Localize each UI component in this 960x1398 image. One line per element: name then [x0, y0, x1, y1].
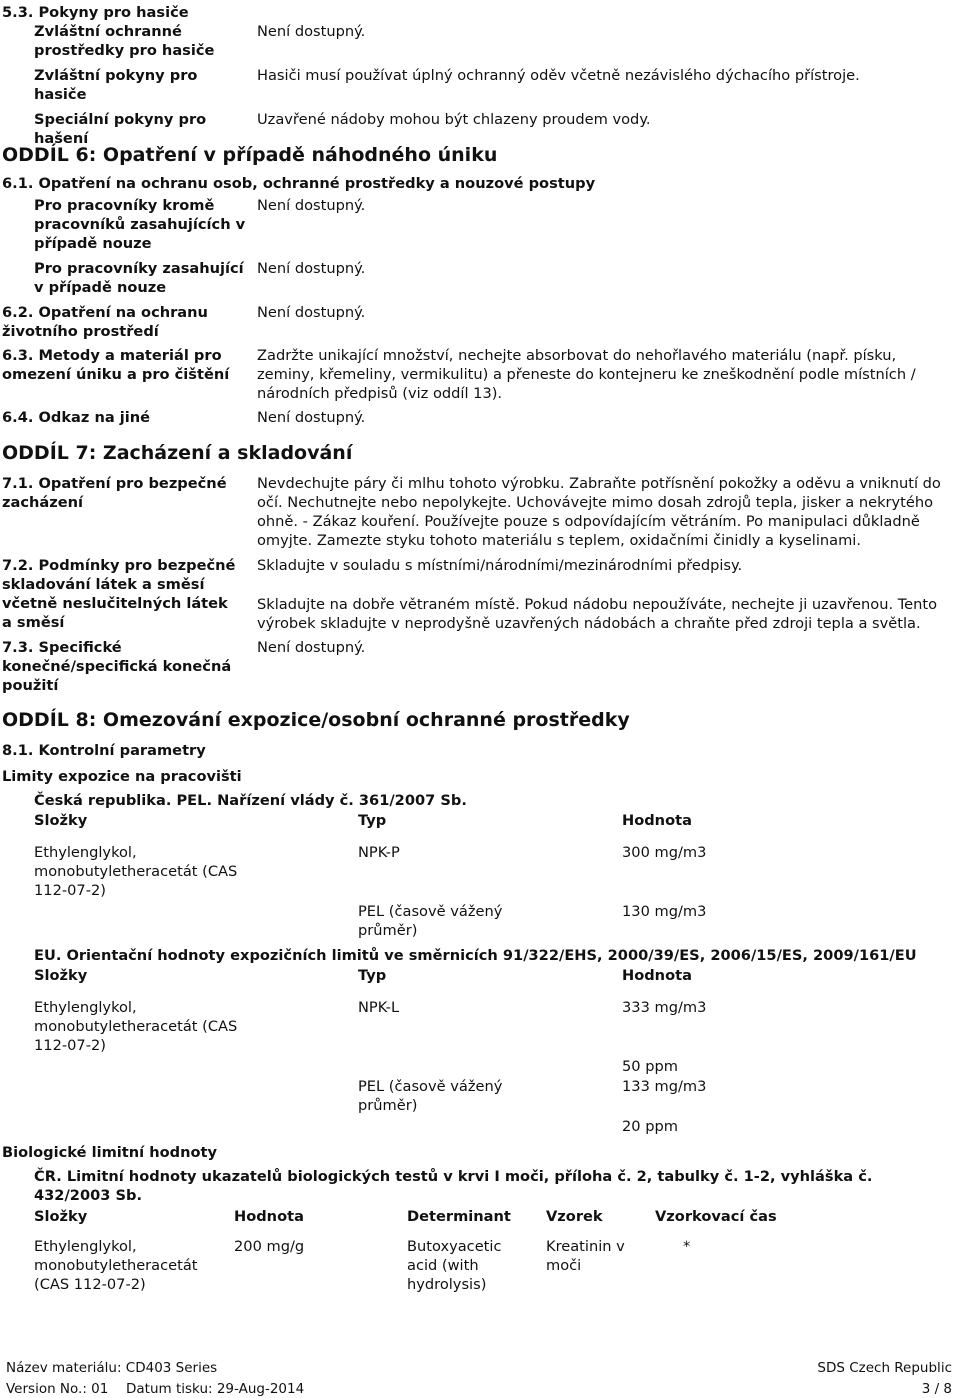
label-6-3: 6.3. Metody a materiál pro omezení úniku a pro čištění [2, 347, 230, 383]
bio-determinant: Butoxyacetic acid (with hydrolysis) [407, 1238, 502, 1293]
cz-header-type: Typ [358, 812, 387, 829]
label-firefighter-instructions: Zvláštní pokyny pro hasiče [34, 67, 198, 103]
eu-header-type: Typ [358, 967, 387, 984]
footer-sds: SDS Czech Republic [817, 1360, 952, 1376]
footer-date: Datum tisku: 29-Aug-2014 [126, 1381, 305, 1397]
label-non-emergency: Pro pracovníky kromě pracovníků zasahujících v případě nouze [34, 197, 246, 252]
bio-subtitle: ČR. Limitní hodnoty ukazatelů biologických testů v krvi I moči, příloha č. 2, tabulky č. 1-2, vyhláška č. 432/2003 Sb. [34, 1168, 873, 1204]
cz-type-1: NPK-P [358, 844, 400, 861]
bio-title: Biologické limitní hodnoty [2, 1144, 218, 1161]
bio-time: * [683, 1238, 691, 1255]
section-8-heading: ODDÍL 8: Omezování expozice/osobní ochranné prostředky [2, 709, 630, 731]
value-protective-equipment: Není dostupný. [257, 23, 366, 40]
cz-value-2: 130 mg/m3 [622, 903, 707, 920]
eu-type-1: NPK-L [358, 999, 400, 1016]
eu-value-1: 333 mg/m3 [622, 999, 707, 1016]
value-6-2: Není dostupný. [257, 304, 366, 321]
eu-type-2: PEL (časově vážený průměr) [358, 1078, 503, 1114]
label-emergency-responders: Pro pracovníky zasahující v případě nouze [34, 260, 244, 296]
label-6-2: 6.2. Opatření na ochranu životního prostředí [2, 304, 208, 340]
eu-value-2: 133 mg/m3 [622, 1078, 707, 1095]
bio-header-determinant: Determinant [407, 1208, 511, 1225]
label-protective-equipment: Zvláštní ochranné prostředky pro hasiče [34, 23, 215, 59]
bio-component: Ethylenglykol, monobutyletheracetát (CAS 112-07-2) [34, 1238, 198, 1293]
cz-header-component: Složky [34, 812, 88, 829]
section-6-1-heading: 6.1. Opatření na ochranu osob, ochranné prostředky a nouzové postupy [2, 175, 596, 192]
eu-component: Ethylenglykol, monobutyletheracetát (CAS 112-07-2) [34, 999, 238, 1054]
value-7-1: Nevdechujte páry či mlhu tohoto výrobku. Zabraňte potřísnění pokožky a oděvu a vniknutí do očí. Nechutnejte nebo nepolykejte. Uchovávejte mimo dosah zdrojů tepla, jisker a nekrytého ohně. - Zákaz kouření. Používejte pouze s odpovídajícím větráním. Po manipulaci důkladně omyjte. Zamezte styku tohoto materiálu s teplem, oxidačními činidly a kyselinami. [257, 475, 941, 549]
value-7-2b: Skladujte na dobře větraném místě. Pokud nádobu nepoužíváte, nechejte ji uzavřenou. Tento výrobek skladujte v neprodyšně uzavřených nádobách a chraňte před zdroji tepla a světla. [257, 596, 938, 632]
value-non-emergency: Není dostupný. [257, 197, 366, 214]
cz-table-title: Česká republika. PEL. Nařízení vlády č. 361/2007 Sb. [34, 792, 467, 809]
eu-table-title: EU. Orientační hodnoty expozičních limitů ve směrnicích 91/322/EHS, 2000/39/ES, 2006/15/ES, 2009/161/EU [34, 947, 917, 964]
cz-header-value: Hodnota [622, 812, 692, 829]
bio-header-value: Hodnota [234, 1208, 304, 1225]
bio-header-time: Vzorkovací čas [655, 1208, 777, 1225]
bio-header-sample: Vzorek [546, 1208, 603, 1225]
cz-type-2: PEL (časově vážený průměr) [358, 903, 503, 939]
footer-version: Version No.: 01 [6, 1381, 109, 1397]
limits-title: Limity expozice na pracovišti [2, 768, 242, 785]
section-7-heading: ODDÍL 7: Zacházení a skladování [2, 442, 353, 464]
eu-header-value: Hodnota [622, 967, 692, 984]
footer-material: Název materiálu: CD403 Series [6, 1360, 218, 1376]
value-6-3: Zadržte unikající množství, nechejte absorbovat do nehořlavého materiálu (např. písku, zeminy, křemeliny, vermikulitu) a přeneste do kontejneru ke zneškodnění podle místních / národních předpisů (viz oddíl 13). [257, 347, 916, 402]
bio-header-component: Složky [34, 1208, 88, 1225]
bio-value: 200 mg/g [234, 1238, 305, 1255]
label-6-4: 6.4. Odkaz na jiné [2, 409, 151, 426]
eu-header-component: Složky [34, 967, 88, 984]
section-8-1-heading: 8.1. Kontrolní parametry [2, 742, 206, 759]
value-emergency-responders: Není dostupný. [257, 260, 366, 277]
cz-component: Ethylenglykol, monobutyletheracetát (CAS 112-07-2) [34, 844, 238, 899]
label-7-1: 7.1. Opatření pro bezpečné zacházení [2, 475, 227, 511]
value-6-4: Není dostupný. [257, 409, 366, 426]
label-extinguishing: Speciální pokyny pro hašení [34, 111, 207, 147]
section-6-heading: ODDÍL 6: Opatření v případě náhodného úniku [2, 144, 498, 166]
eu-value-2b: 20 ppm [622, 1118, 678, 1135]
value-7-2a: Skladujte v souladu s místními/národními/mezinárodními předpisy. [257, 557, 743, 574]
label-7-3: 7.3. Specifické konečné/specifická konečná použití [2, 639, 232, 694]
eu-value-1b: 50 ppm [622, 1058, 678, 1075]
cz-value-1: 300 mg/m3 [622, 844, 707, 861]
value-extinguishing: Uzavřené nádoby mohou být chlazeny proudem vody. [257, 111, 651, 128]
value-7-3: Není dostupný. [257, 639, 366, 656]
label-7-2: 7.2. Podmínky pro bezpečné skladování látek a směsí včetně neslučitelných látek a směsí [2, 557, 236, 631]
section-5-3-heading: 5.3. Pokyny pro hasiče [2, 4, 189, 21]
bio-sample: Kreatinin v moči [546, 1238, 625, 1274]
value-firefighter-instructions: Hasiči musí používat úplný ochranný oděv včetně nezávislého dýchacího přístroje. [257, 67, 860, 84]
footer-page: 3 / 8 [921, 1381, 952, 1397]
